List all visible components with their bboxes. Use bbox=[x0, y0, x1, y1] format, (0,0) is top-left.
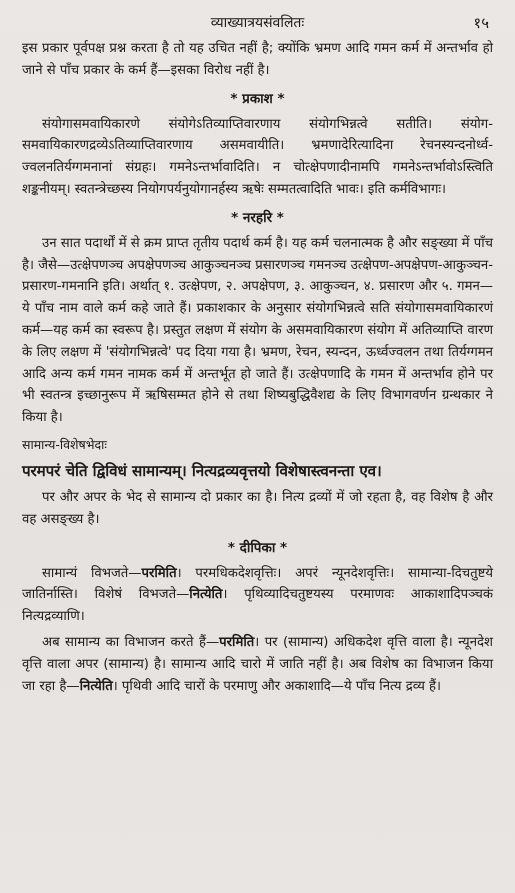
dipika-keyword: नित्येति bbox=[79, 678, 113, 694]
dipika-keyword: परमिति bbox=[141, 565, 177, 581]
page-number: १५ bbox=[473, 14, 489, 32]
sutra-text: परमपरं चेति द्विविधं सामान्यम्। नित्यद्रव्यवृत्तयो विशेषास्त्वनन्ता एव। bbox=[22, 461, 382, 480]
dipika-hindi bbox=[22, 632, 493, 697]
running-header bbox=[22, 12, 493, 38]
prakash-text: संयोगासमवायिकारणे संयोगेऽतिव्याप्तिवारणाय संयोगभिन्नत्वे सतीति। संयोग-समवायिकारणद्रव्येऽतिव्याप्तिवारणाय असमवायीति। भ्रमणादेरित्यादिना रेचनस्यन्दनोर्ध्व-ज्वलनतिर्यग्गमनानां संग्रहः। गमनेऽन्तर्भावादिति। न चोत्क्षेपणादीनामपि गमनेऽन्तर्भावोऽस्त्विति शङ्कनीयम्। स्वतन्त्रेच्छस्य नियोगपर्यनुयोगानर्हस्य ऋषेः सम्मतत्वादिति भावः। इति कर्मविभागः। bbox=[22, 116, 493, 197]
dipika-text-segment: अब सामान्य का विभाजन करते हैं— bbox=[42, 634, 220, 650]
dipika-text-segment: । परमधिकदेशवृत्तिः। अपरं न्यूनदेशवृत्तिः। सामान्या-दिचतुष्टये जातिर्नास्ति। विशेषं विभजते— bbox=[22, 565, 494, 603]
dipika-sanskrit bbox=[22, 563, 493, 628]
narhari-heading: * नरहरि * bbox=[231, 209, 284, 226]
dipika-text-segment: सामान्यं विभजते— bbox=[42, 565, 142, 581]
dipika-text-segment: । पृथिव्यादिचतुष्टयस्य परमाणवः आकाशादिपञ्चकं नित्यद्रव्याणि। bbox=[22, 587, 493, 625]
dipika-text-segment: । पृथिवी आदि चारों के परमाणु और अकाशादि—ये पाँच नित्य द्रव्य हैं। bbox=[112, 678, 442, 694]
narhari-text: उन सात पदार्थों में से क्रम प्राप्त तृतीय पदार्थ कर्म है। यह कर्म चलनात्मक है और सङ्ख्या में पाँच है। जैसे—उत्क्षेपणञ्च अपक्षेपणञ्च आकुञ्चनञ्च प्रसारणञ्च गमनञ्च उत्क्षेपण-अपक्षेपण-आकुञ्चन-प्रसारण-गमनानि इति। अर्थात् १. उत्क्षेपण, २. अपक्षेपण, ३. आकुञ्चन, ४. प्रसारण और ५. गमन—ये पाँच नाम वाले कर्म कहे जाते हैं। प्रकाशकार के अनुसार संयोगभिन्नत्वे सति संयोगासमवायिकारणं कर्म—यह कर्म का स्वरूप है। प्रस्तुत लक्षण में संयोग के असमवायिकारण संयोग में अतिव्याप्ति वारण के लिए लक्षण में 'संयोगभिन्नत्वे' पद दिया गया है। भ्रमण, रेचन, स्यन्दन, ऊर्ध्वज्वलन तथा तिर्यग्गमन आदि अन्य कर्म गमन नामक कर्म में अन्तर्भूत हो जाते हैं। उत्क्षेपणादि के गमन में अन्तर्भाव होने पर भी स्वतन्त्र इच्छानुरूप में ऋषिसम्मत होने से तथा शिष्यबुद्धिवैशद्य के लिए विभागवर्णन ग्रन्थकार ने किया है। bbox=[22, 235, 493, 426]
dipika-keyword: परमिति bbox=[219, 634, 255, 650]
dipika-text-segment: । पर (सामान्य) अधिकदेश वृत्ति वाला है। न्यूनदेश वृत्ति वाला अपर (सामान्य) है। सामान्य आदि चारो में जाति नहीं है। अब विशेष का विभाजन किया जा रहा है— bbox=[22, 634, 493, 694]
prakash-heading: * प्रकाश * bbox=[230, 90, 285, 107]
dipika-heading: * दीपिका * bbox=[227, 539, 288, 556]
intro-paragraph: इस प्रकार पूर्वपक्ष प्रश्न करता है तो यह उचित नहीं है; क्योंकि भ्रमण आदि गमन कर्म में अन्तर्भाव हो जाने से पाँच प्रकार के कर्म हैं—इसका विरोध नहीं है। bbox=[22, 41, 493, 78]
sutra-translation: पर और अपर के भेद से सामान्य दो प्रकार का है। नित्य द्रव्यों में जो रहता है, वह विशेष है और वह असङ्ख्य है। bbox=[22, 489, 493, 527]
samanya-subheading: सामान्य-विशेषभेदाः bbox=[22, 436, 107, 452]
dipika-keyword: नित्येति bbox=[189, 587, 223, 603]
running-header-title: व्याख्यात्रयसंवलितः bbox=[210, 15, 305, 31]
